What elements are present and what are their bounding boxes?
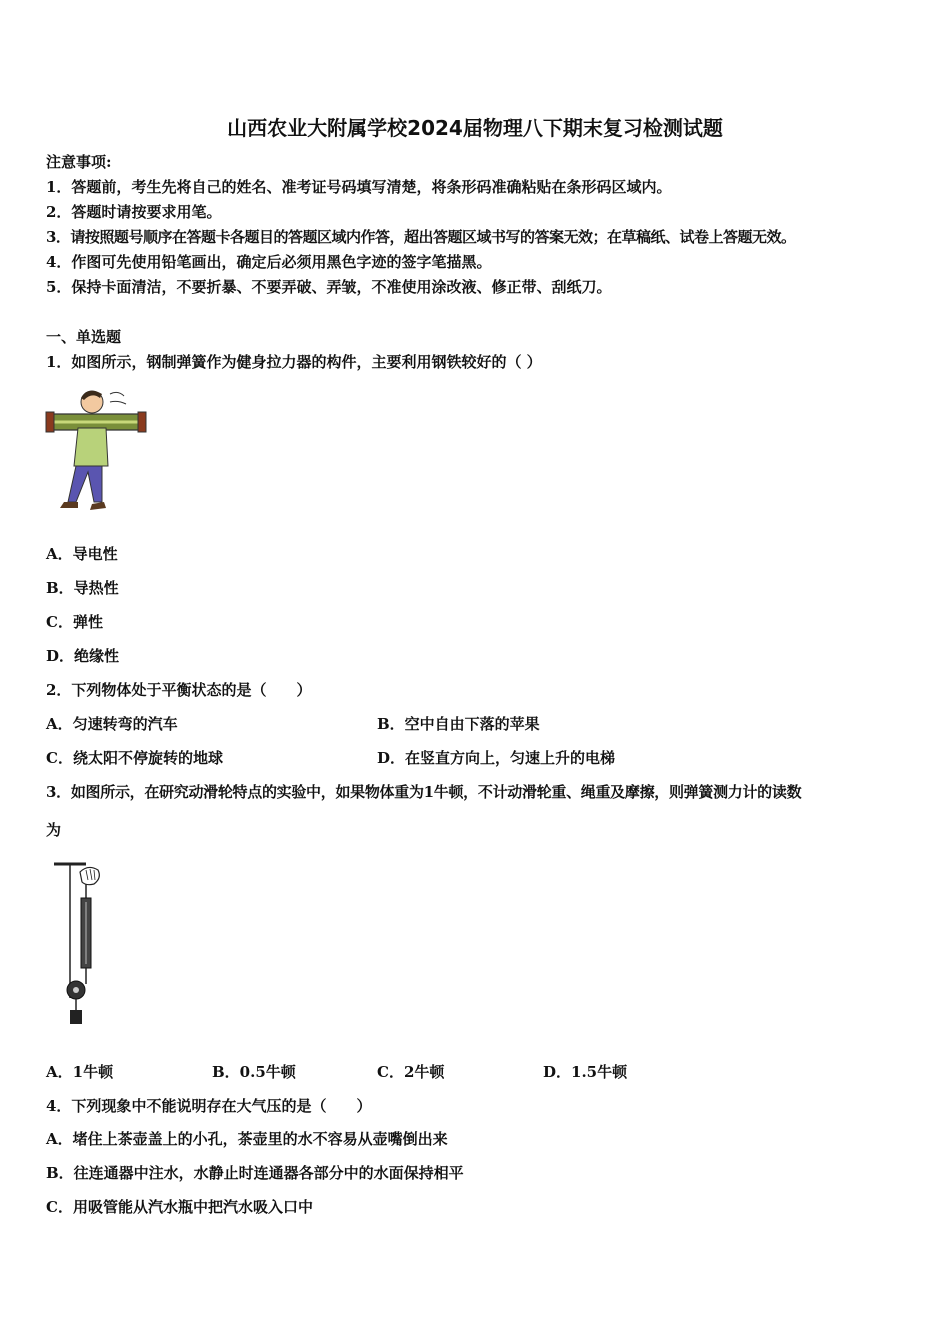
notice-item-3: 3．请按照题号顺序在答题卡各题目的答题区域内作答，超出答题区域书写的答案无效；在草稿纸、试卷上答题无效。	[46, 228, 796, 246]
q2-option-a: A．匀速转弯的汽车	[46, 715, 178, 733]
q1-stem: 1．如图所示，钢制弹簧作为健身拉力器的构件，主要利用钢铁较好的（ ）	[46, 353, 542, 371]
q4-stem: 4．下列现象中不能说明存在大气压的是（ ）	[46, 1097, 372, 1115]
q4-option-a: A．堵住上茶壶盖上的小孔，茶壶里的水不容易从壶嘴倒出来	[46, 1130, 448, 1148]
q2-option-d: D．在竖直方向上，匀速上升的电梯	[377, 749, 616, 767]
q4-option-b: B．往连通器中注水，水静止时连通器各部分中的水面保持相平	[46, 1164, 464, 1182]
q2-stem: 2．下列物体处于平衡状态的是（ ）	[46, 681, 312, 699]
q3-option-a: A．1牛顿	[46, 1063, 114, 1081]
q2-option-b: B．空中自由下落的苹果	[377, 715, 540, 733]
q3-option-c: C．2牛顿	[377, 1063, 445, 1081]
q3-option-b: B．0.5牛顿	[212, 1063, 296, 1081]
page-title: 山西农业大附属学校2024届物理八下期末复习检测试题	[227, 116, 723, 140]
exerciser-figure	[44, 382, 150, 522]
q2-option-c: C．绕太阳不停旋转的地球	[46, 749, 223, 767]
q4-option-c: C．用吸管能从汽水瓶中把汽水吸入口中	[46, 1198, 313, 1216]
notice-item-4: 4．作图可先使用铅笔画出，确定后必须用黑色字迹的签字笔描黑。	[46, 253, 492, 271]
q3-stem: 3．如图所示，在研究动滑轮特点的实验中，如果物体重为1牛顿，不计动滑轮重、绳重及摩擦，则弹簧测力计的读数	[46, 783, 802, 801]
notice-item-5: 5．保持卡面清洁，不要折暴、不要弄破、弄皱，不准使用涂改液、修正带、刮纸刀。	[46, 278, 612, 296]
notice-item-2: 2．答题时请按要求用笔。	[46, 203, 222, 221]
q3-option-d: D．1.5牛顿	[543, 1063, 628, 1081]
pulley-figure	[52, 858, 112, 1030]
q1-option-a: A．导电性	[46, 545, 118, 563]
notice-heading: 注意事项:	[46, 153, 112, 171]
q1-option-b: B．导热性	[46, 579, 119, 597]
section-heading: 一、单选题	[46, 328, 122, 346]
notice-item-1: 1．答题前，考生先将自己的姓名、准考证号码填写清楚，将条形码准确粘贴在条形码区域内。	[46, 178, 672, 196]
q1-option-c: C．弹性	[46, 613, 103, 631]
q3-stem-cont: 为	[46, 821, 62, 839]
q1-option-d: D．绝缘性	[46, 647, 120, 665]
